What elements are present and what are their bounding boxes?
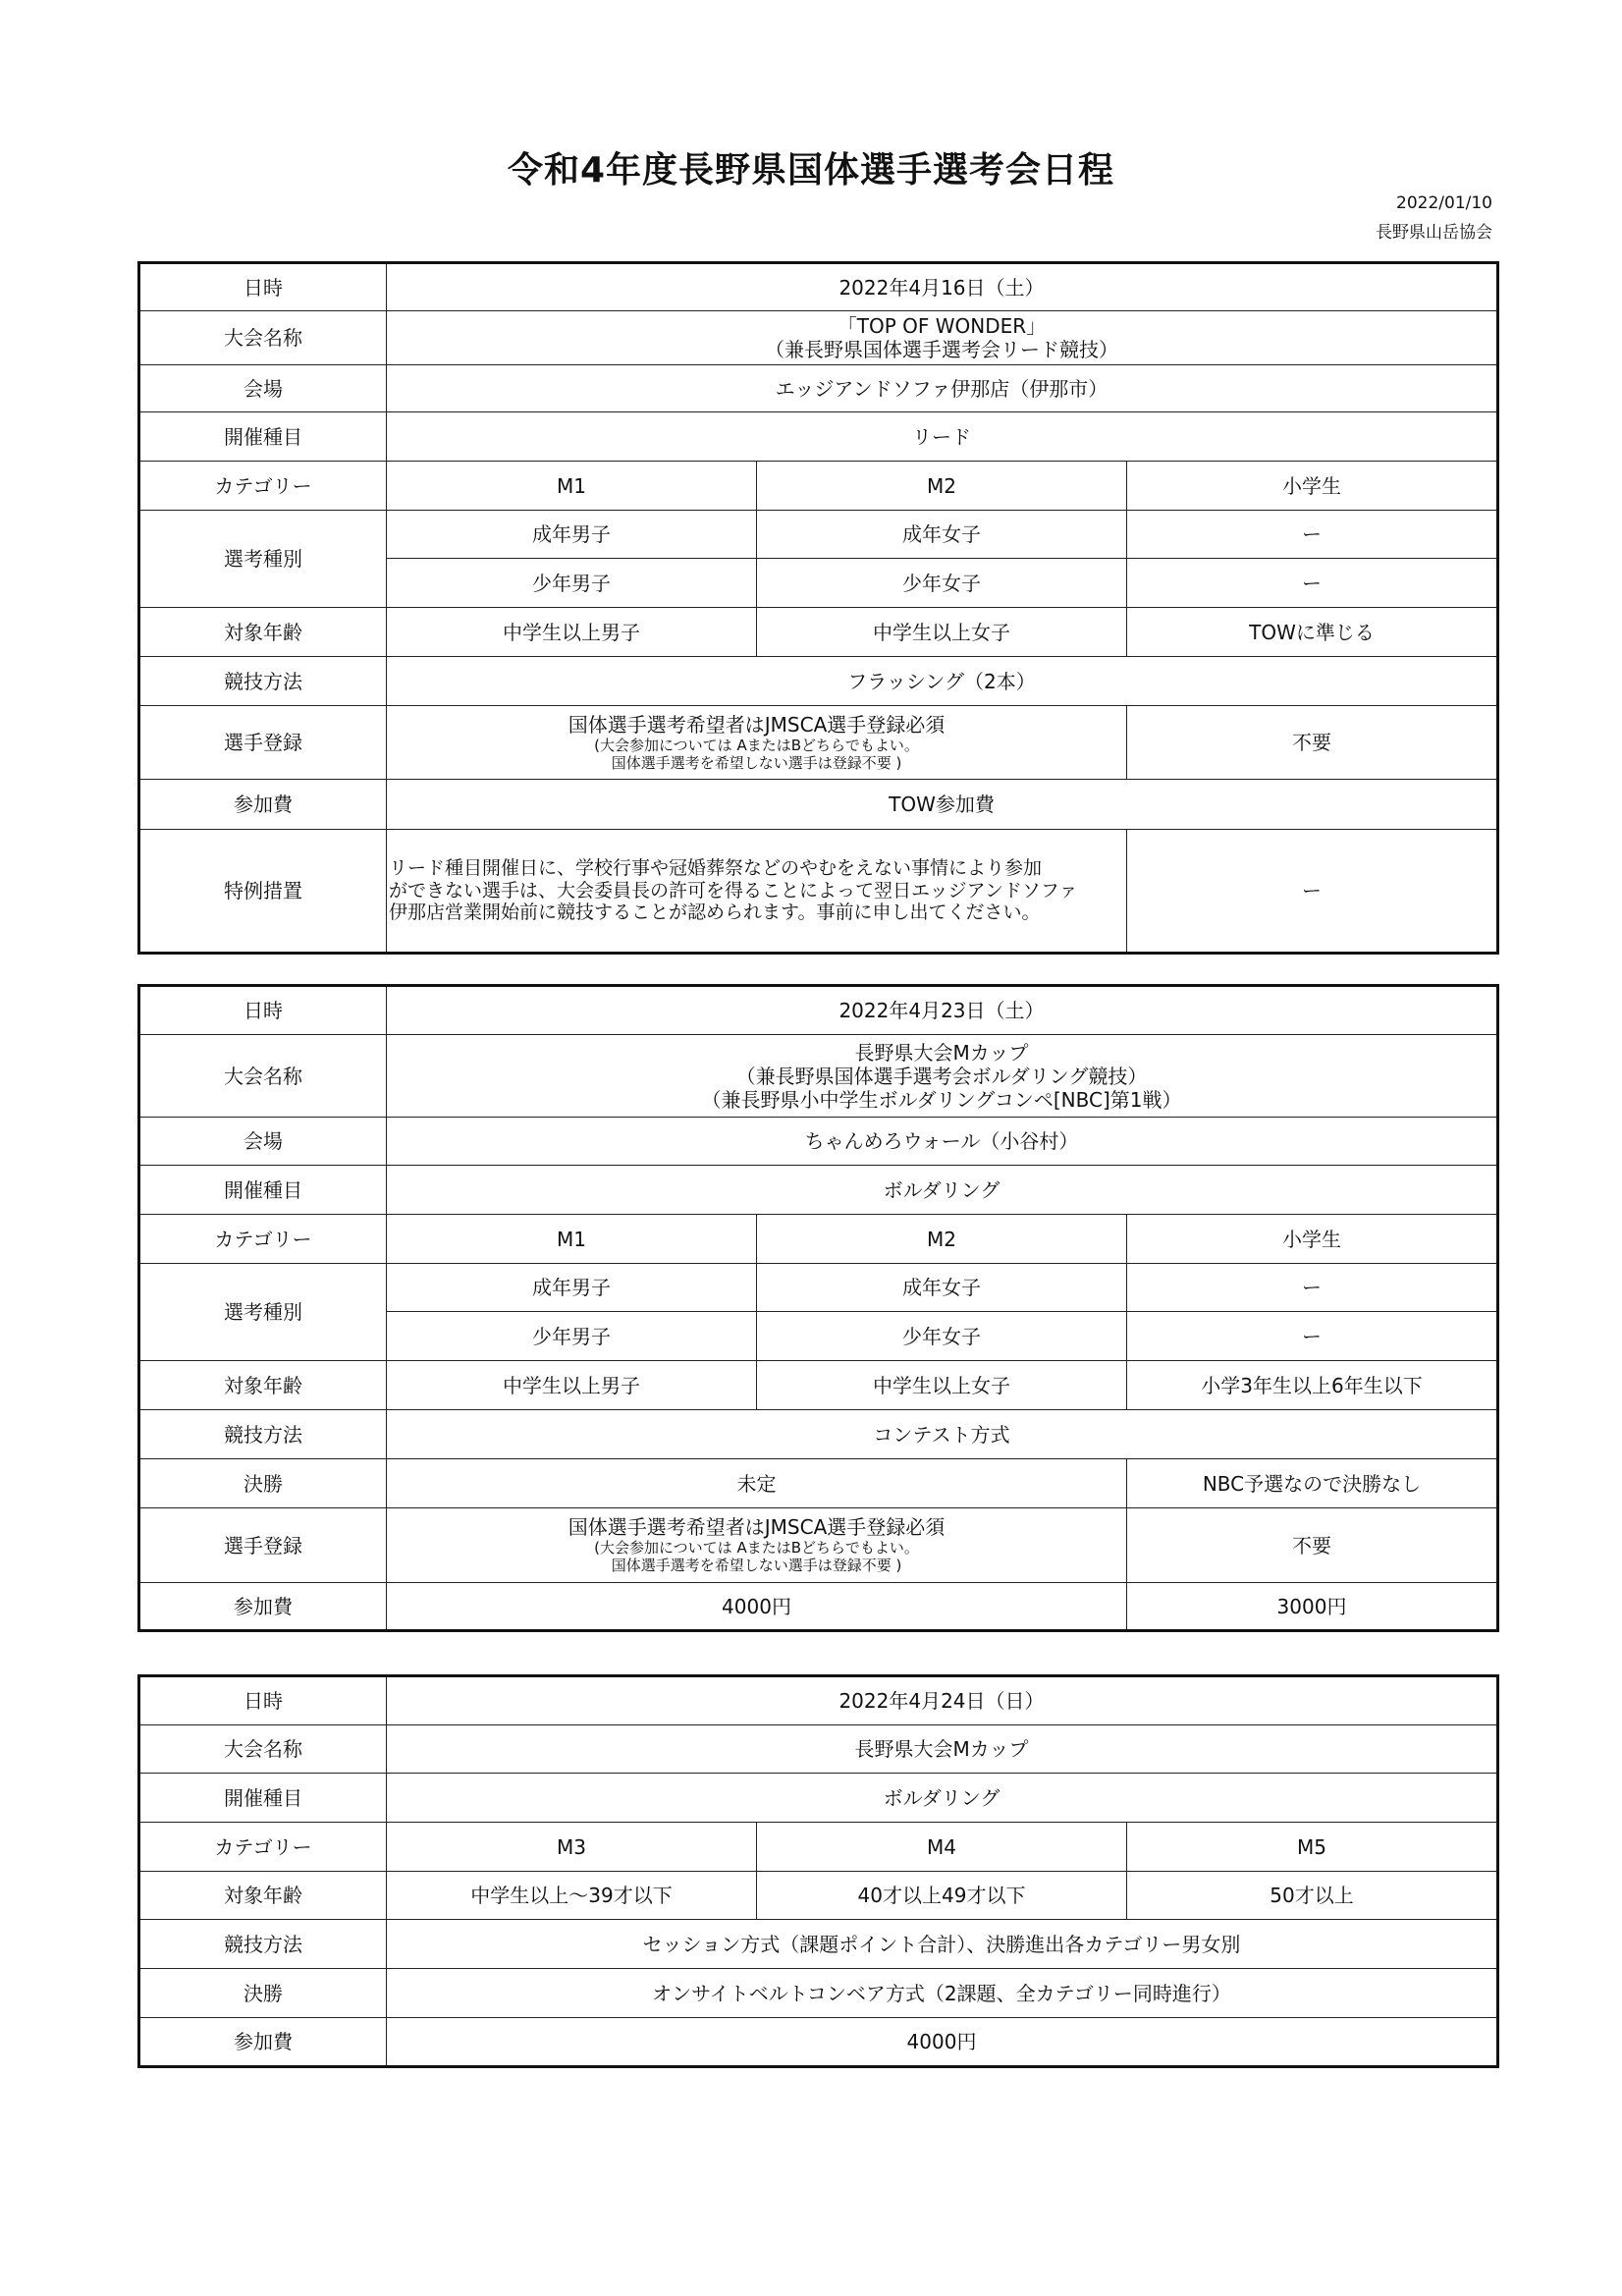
label-final: 決勝 [139, 1969, 387, 2018]
row-format [139, 1410, 1498, 1459]
row-category [139, 1215, 1498, 1264]
category-cell: M3 [387, 1823, 757, 1872]
label-fee: 参加費 [139, 2018, 387, 2067]
label-discipline: 開催種目 [139, 1774, 387, 1823]
value-registration [387, 1508, 1127, 1583]
special-line: 伊那店営業開始前に競技することが認められます。事前に申し出てください。 [389, 902, 1041, 924]
category-cell: M5 [1127, 1823, 1498, 1872]
value-fee: TOW参加費 [387, 780, 1498, 830]
value-fee: 4000円 [387, 1583, 1127, 1631]
selection-cell: 少年男子 [387, 1312, 757, 1361]
value-format: フラッシング（2本） [387, 657, 1498, 706]
row-discipline [139, 1166, 1498, 1215]
label-age: 対象年齢 [139, 1872, 387, 1920]
label-category: カテゴリー [139, 1215, 387, 1264]
category-cell: M2 [757, 1215, 1127, 1264]
event-name: 「TOP OF WONDER」 [837, 314, 1047, 338]
row-registration [139, 706, 1498, 780]
value-date: 2022年4月16日（土） [387, 263, 1498, 311]
registration-kids: 不要 [1127, 1508, 1498, 1583]
special-line: リード種目開催日に、学校行事や冠婚葬祭などのやむをえない事情により参加 [389, 856, 1043, 879]
age-cell: 50才以上 [1127, 1872, 1498, 1920]
row-special [139, 830, 1498, 954]
document-date: 2022/01/10 [1396, 193, 1492, 213]
registration-note: 国体選手選考を希望しない選手は登録不要 ) [611, 753, 902, 772]
label-format: 競技方法 [139, 657, 387, 706]
row-fee [139, 2018, 1498, 2067]
row-date [139, 1676, 1498, 1725]
row-age [139, 608, 1498, 657]
value-fee: 4000円 [387, 2018, 1498, 2067]
label-selection: 選考種別 [139, 511, 387, 608]
category-cell: M1 [387, 462, 757, 511]
category-cell: M1 [387, 1215, 757, 1264]
value-registration [387, 706, 1127, 780]
selection-cell: ー [1127, 559, 1498, 608]
value-final: 未定 [387, 1459, 1127, 1508]
special-kids: ー [1127, 830, 1498, 954]
label-discipline: 開催種目 [139, 412, 387, 462]
selection-cell: 少年女子 [757, 559, 1127, 608]
label-date: 日時 [139, 1676, 387, 1725]
row-date [139, 986, 1498, 1035]
value-format: コンテスト方式 [387, 1410, 1498, 1459]
row-category [139, 462, 1498, 511]
row-final [139, 1459, 1498, 1508]
registration-note: 国体選手選考を希望しない選手は登録不要 ) [611, 1557, 902, 1574]
selection-cell: 少年女子 [757, 1312, 1127, 1361]
row-event [139, 1725, 1498, 1774]
row-age [139, 1361, 1498, 1410]
label-registration: 選手登録 [139, 706, 387, 780]
label-fee: 参加費 [139, 1583, 387, 1631]
value-date: 2022年4月23日（土） [387, 986, 1498, 1035]
value-event [387, 311, 1498, 365]
value-discipline: ボルダリング [387, 1166, 1498, 1215]
fee-kids: 3000円 [1127, 1583, 1498, 1631]
label-date: 日時 [139, 986, 387, 1035]
value-discipline: ボルダリング [387, 1774, 1498, 1823]
age-cell: TOWに準じる [1127, 608, 1498, 657]
label-fee: 参加費 [139, 780, 387, 830]
label-venue: 会場 [139, 365, 387, 412]
row-format [139, 1920, 1498, 1969]
value-event: 長野県大会Mカップ [387, 1725, 1498, 1774]
label-discipline: 開催種目 [139, 1166, 387, 1215]
value-date: 2022年4月24日（日） [387, 1676, 1498, 1725]
row-final [139, 1969, 1498, 2018]
row-selection [139, 1264, 1498, 1312]
event-subtitle: （兼長野県小中学生ボルダリングコンペ[NBC]第1戦） [701, 1087, 1182, 1112]
row-category [139, 1823, 1498, 1872]
label-category: カテゴリー [139, 462, 387, 511]
category-cell: M4 [757, 1823, 1127, 1872]
row-venue [139, 365, 1498, 412]
selection-cell: ー [1127, 1264, 1498, 1312]
special-line: ができない選手は、大会委員長の許可を得ることによって翌日エッジアンドソファ [389, 879, 1078, 902]
category-cell: 小学生 [1127, 462, 1498, 511]
schedule-table-3 [137, 1674, 1499, 2068]
registration-note: (大会参加については AまたはBどちらでもよい。 [594, 1539, 919, 1557]
label-final: 決勝 [139, 1459, 387, 1508]
row-selection [139, 511, 1498, 559]
label-category: カテゴリー [139, 1823, 387, 1872]
registration-note: (大会参加については AまたはBどちらでもよい。 [594, 736, 919, 754]
age-cell: 中学生以上男子 [387, 1361, 757, 1410]
value-event [387, 1035, 1498, 1118]
label-special: 特例措置 [139, 830, 387, 954]
label-age: 対象年齢 [139, 1361, 387, 1410]
selection-cell: 成年女子 [757, 1264, 1127, 1312]
age-cell: 中学生以上～39才以下 [387, 1872, 757, 1920]
row-format [139, 657, 1498, 706]
final-kids: NBC予選なので決勝なし [1127, 1459, 1498, 1508]
row-fee [139, 780, 1498, 830]
age-cell: 中学生以上女子 [757, 608, 1127, 657]
row-venue [139, 1118, 1498, 1166]
selection-cell: 成年男子 [387, 511, 757, 559]
value-special [387, 830, 1127, 954]
row-registration [139, 1508, 1498, 1583]
row-date [139, 263, 1498, 311]
label-venue: 会場 [139, 1118, 387, 1166]
registration-main: 国体選手選考希望者はJMSCA選手登録必須 [568, 712, 946, 737]
row-age [139, 1872, 1498, 1920]
selection-cell: 成年女子 [757, 511, 1127, 559]
value-final: オンサイトベルトコンベア方式（2課題、全カテゴリー同時進行） [387, 1969, 1498, 2018]
age-cell: 中学生以上男子 [387, 608, 757, 657]
organization-name: 長野県山岳協会 [1376, 223, 1492, 243]
label-event: 大会名称 [139, 311, 387, 365]
registration-main: 国体選手選考希望者はJMSCA選手登録必須 [568, 1515, 946, 1539]
value-format: セッション方式（課題ポイント合計）、決勝進出各カテゴリー男女別 [387, 1920, 1498, 1969]
label-event: 大会名称 [139, 1725, 387, 1774]
schedule-table-2 [137, 984, 1499, 1632]
schedule-table-1 [137, 261, 1499, 955]
label-event: 大会名称 [139, 1035, 387, 1118]
row-discipline [139, 1774, 1498, 1823]
event-subtitle: （兼長野県国体選手選考会リード競技） [765, 338, 1118, 361]
age-cell: 中学生以上女子 [757, 1361, 1127, 1410]
category-cell: 小学生 [1127, 1215, 1498, 1264]
label-format: 競技方法 [139, 1920, 387, 1969]
event-name: 長野県大会Mカップ [854, 1040, 1029, 1065]
selection-cell: ー [1127, 511, 1498, 559]
label-format: 競技方法 [139, 1410, 387, 1459]
label-selection: 選考種別 [139, 1264, 387, 1361]
value-venue: エッジアンドソファ伊那店（伊那市） [387, 365, 1498, 412]
row-event [139, 1035, 1498, 1118]
value-discipline: リード [387, 412, 1498, 462]
page-title: 令和4年度長野県国体選手選考会日程 [507, 150, 1115, 191]
category-cell: M2 [757, 462, 1127, 511]
label-date: 日時 [139, 263, 387, 311]
row-fee [139, 1583, 1498, 1631]
selection-cell: 成年男子 [387, 1264, 757, 1312]
label-age: 対象年齢 [139, 608, 387, 657]
event-subtitle: （兼長野県国体選手選考会ボルダリング競技） [735, 1064, 1148, 1088]
label-registration: 選手登録 [139, 1508, 387, 1583]
selection-cell: ー [1127, 1312, 1498, 1361]
selection-cell: 少年男子 [387, 559, 757, 608]
value-venue: ちゃんめろウォール（小谷村） [387, 1118, 1498, 1166]
row-event [139, 311, 1498, 365]
row-discipline [139, 412, 1498, 462]
registration-kids: 不要 [1127, 706, 1498, 780]
age-cell: 40才以上49才以下 [757, 1872, 1127, 1920]
age-cell: 小学3年生以上6年生以下 [1127, 1361, 1498, 1410]
